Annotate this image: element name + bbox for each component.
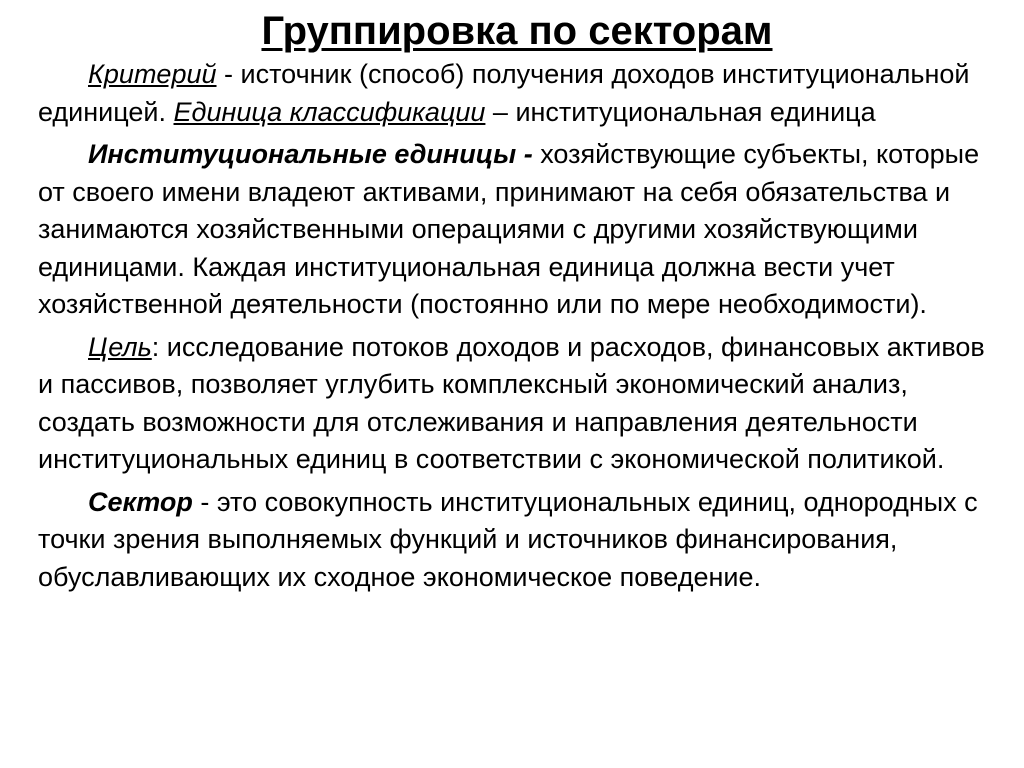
term-goal: Цель xyxy=(88,331,152,362)
paragraph-criterion xyxy=(38,56,996,131)
goal-definition: : исследование потоков доходов и расходов, финансовых активов и пассивов, позволяет углубить комплексный экономический анализ, создать возможности для отслеживания и направления деятельности институциональных единиц в соответствии с экономической политикой. xyxy=(38,331,985,474)
paragraph-institutional-units xyxy=(38,136,996,324)
paragraph-goal xyxy=(38,329,996,479)
sector-definition: - это совокупность институциональных единиц, однородных с точки зрения выполняемых функций и источников финансирования, обуславливающих их сходное экономическое поведение. xyxy=(38,486,978,592)
paragraph-sector xyxy=(38,484,996,597)
criterion-definition: - источник (способ) получения доходов институциональной единицей. xyxy=(38,59,970,127)
institutional-units-definition: хозяйствующие субъекты, которые от своего имени владеют активами, принимают на себя обязательства и занимаются хозяйственными операциями с другими хозяйствующими единицами. Каждая институциональная единица должна вести учет хозяйственной деятельности (постоянно или по мере необходимости). xyxy=(38,139,980,319)
classification-unit-definition: – институциональная единица xyxy=(485,96,876,127)
slide-title: Группировка по секторам xyxy=(261,9,773,53)
term-classification-unit: Единица классификации xyxy=(173,96,486,127)
term-institutional-units: Институциональные единицы - xyxy=(88,139,533,169)
term-sector: Сектор xyxy=(88,486,193,517)
term-criterion: Критерий xyxy=(88,59,217,89)
